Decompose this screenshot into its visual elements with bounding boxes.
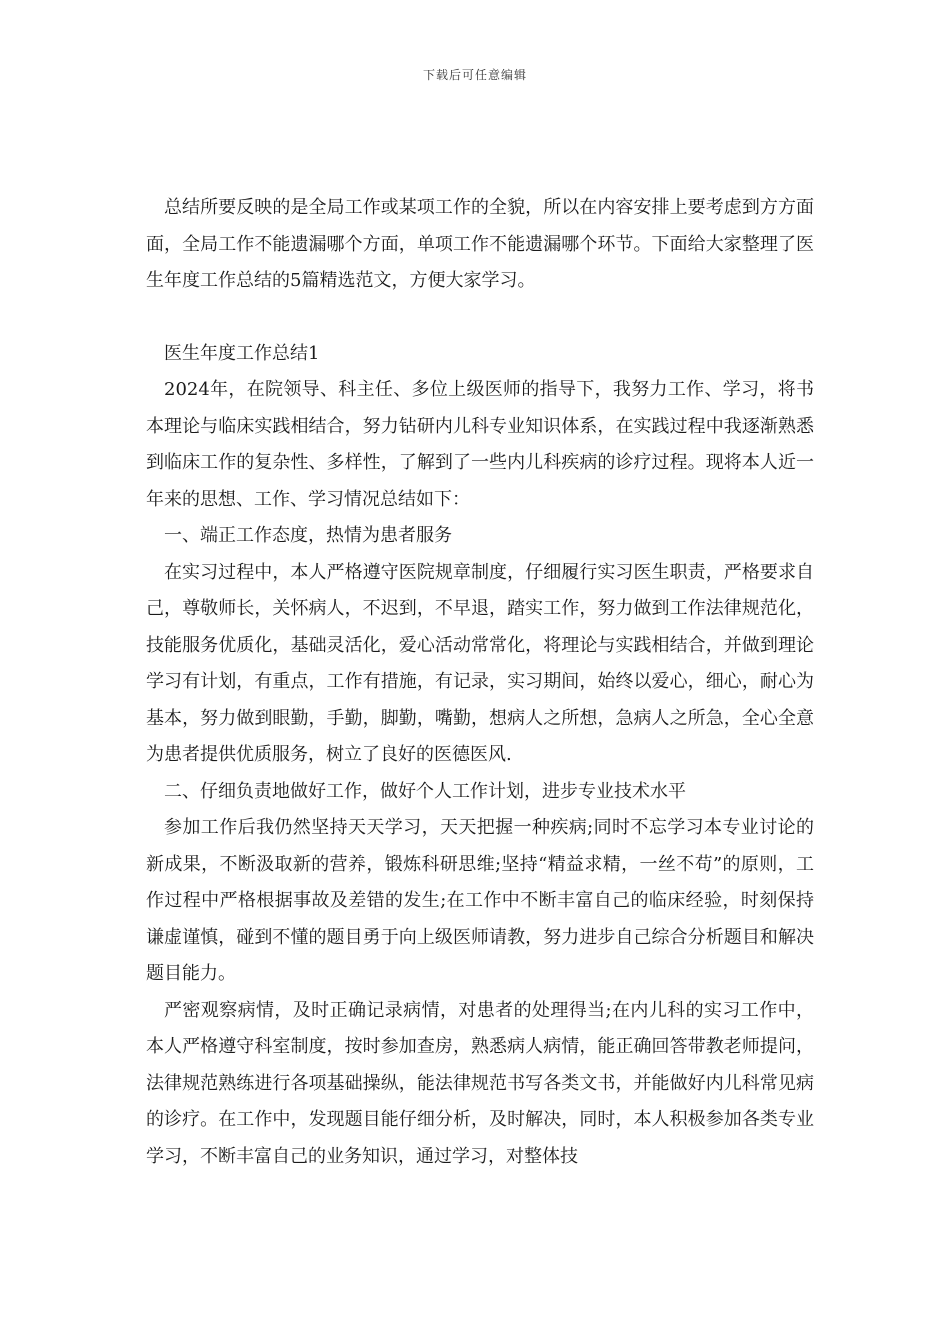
document-body	[146, 190, 814, 1175]
section-title: 医生年度工作总结1	[164, 342, 320, 364]
body-paragraph: 参加工作后我仍然坚持天天学习，天天把握一种疾病;同时不忘学习本专业讨论的新成果，不断汲取新的营养，锻炼科研思维;坚持“精益求精，一丝不苟”的原则，工作过程中严格根据事故及差错的发生;在工作中不断丰富自己的临床经验，时刻保持谦虚谨慎，碰到不懂的题目勇于向上级医师请教，努力进步自己综合分析题目和解决题目能力。	[146, 817, 814, 984]
body-paragraph: 严密观察病情，及时正确记录病情，对患者的处理得当;在内儿科的实习工作中，本人严格遵守科室制度，按时参加查房，熟悉病人病情，能正确回答带教老师提问，法律规范熟练进行各项基础操纵，能法律规范书写各类文书，并能做好内儿科常见病的诊疗。在工作中，发现题目能仔细分析，及时解决，同时，本人积极参加各类专业学习，不断丰富自己的业务知识，通过学习，对整体技	[146, 999, 814, 1167]
subsection-heading: 二、仔细负责地做好工作，做好个人工作计划，进步专业技术水平	[164, 780, 686, 802]
page-header-note: 下载后可任意编辑	[422, 68, 527, 82]
subsection-heading: 一、端正工作态度，热情为患者服务	[164, 525, 452, 546]
body-paragraph: 2024年，在院领导、科主任、多位上级医师的指导下，我努力工作、学习，将书本理论与临床实践相结合，努力钻研内儿科专业知识体系，在实践过程中我逐渐熟悉到临床工作的复杂性、多样性，了解到了一些内儿科疾病的诊疗过程。现将本人近一年来的思想、工作、学习情况总结如下：	[146, 379, 814, 510]
intro-paragraph: 总结所要反映的是全局工作或某项工作的全貌，所以在内容安排上要考虑到方方面面，全局工作不能遗漏哪个方面，单项工作不能遗漏哪个环节。下面给大家整理了医生年度工作总结的5篇精选范文，方便大家学习。	[146, 197, 814, 291]
body-paragraph: 在实习过程中，本人严格遵守医院规章制度，仔细履行实习医生职责，严格要求自己，尊敬师长，关怀病人，不迟到，不早退，踏实工作，努力做到工作法律规范化，技能服务优质化，基础灵活化，爱心活动常常化，将理论与实践相结合，并做到理论学习有计划，有重点，工作有措施，有记录，实习期间，始终以爱心，细心，耐心为基本，努力做到眼勤，手勤，脚勤，嘴勤，想病人之所想，急病人之所急，全心全意为患者提供优质服务，树立了良好的医德医风.	[146, 561, 814, 765]
